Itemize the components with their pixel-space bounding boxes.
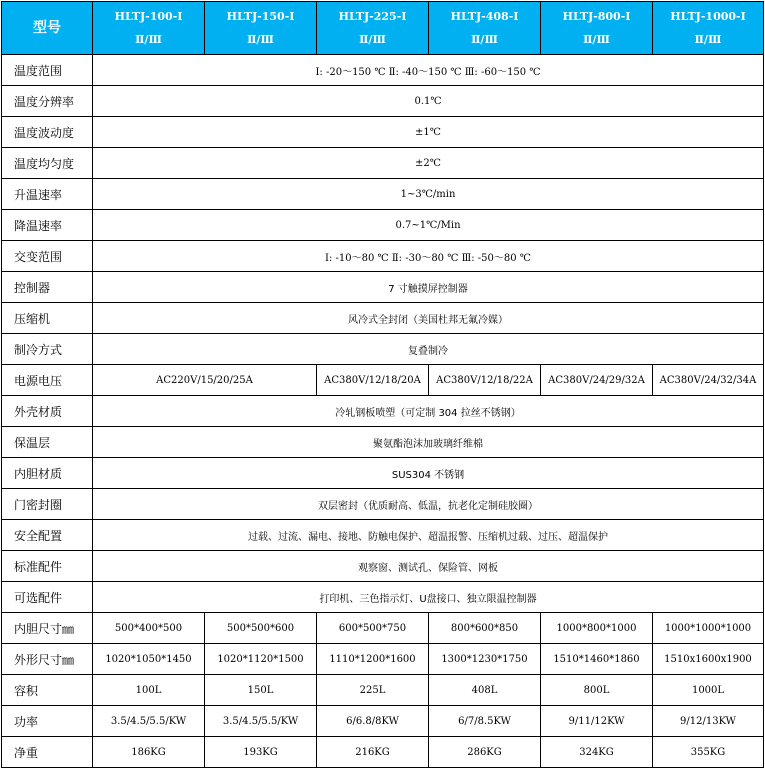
row-label: 控制器 [2, 272, 93, 303]
optional-parts-value: 打印机、三色指示灯、U盘接口、独立限温控制器 [93, 582, 764, 613]
table-row [2, 706, 764, 737]
row-label: 容积 [2, 675, 93, 706]
outer-size-value: 1020*1050*1450 [93, 644, 205, 675]
power-supply-value: AC380V/24/32/34A [653, 365, 764, 396]
row-label: 交变范围 [2, 241, 93, 272]
header-row [2, 2, 764, 55]
row-label: 降温速率 [2, 210, 93, 241]
net-weight-value: 216KG [317, 737, 429, 768]
power-value: 9/11/12KW [541, 706, 653, 737]
row-label: 压缩机 [2, 303, 93, 334]
inner-size-value: 1000*800*1000 [541, 613, 653, 644]
table-row [2, 86, 764, 117]
net-weight-value: 355KG [653, 737, 764, 768]
row-label: 内胆尺寸㎜ [2, 613, 93, 644]
heating-rate-value: 1~3℃/min [93, 179, 764, 210]
table-row [2, 520, 764, 551]
row-label: 可选配件 [2, 582, 93, 613]
inner-size-value: 800*600*850 [429, 613, 541, 644]
spec-table [1, 1, 764, 768]
inner-size-value: 1000*1000*1000 [653, 613, 764, 644]
inner-size-value: 500*400*500 [93, 613, 205, 644]
table-row [2, 396, 764, 427]
power-value: 3.5/4.5/5.5/KW [93, 706, 205, 737]
table-row [2, 210, 764, 241]
table-row [2, 427, 764, 458]
power-value: 6/7/8.5KW [429, 706, 541, 737]
net-weight-value: 324KG [541, 737, 653, 768]
model-header-cell: HLTJ-225-Ⅰ Ⅱ/Ⅲ [317, 2, 429, 55]
temp-uniformity-value: ±2℃ [93, 148, 764, 179]
power-supply-value: AC220V/15/20/25A [93, 365, 317, 396]
row-label: 制冷方式 [2, 334, 93, 365]
row-label: 电源电压 [2, 365, 93, 396]
row-label: 功率 [2, 706, 93, 737]
outer-size-value: 1510*1460*1860 [541, 644, 653, 675]
shell-material-value: 冷轧钢板喷塑（可定制 304 拉丝不锈钢） [93, 396, 764, 427]
row-label: 外形尺寸㎜ [2, 644, 93, 675]
net-weight-value: 186KG [93, 737, 205, 768]
table-row [2, 365, 764, 396]
model-header-cell: HLTJ-800-Ⅰ Ⅱ/Ⅲ [541, 2, 653, 55]
power-value: 9/12/13KW [653, 706, 764, 737]
table-row [2, 551, 764, 582]
table-row [2, 613, 764, 644]
row-label: 标准配件 [2, 551, 93, 582]
refrigeration-value: 复叠制冷 [93, 334, 764, 365]
standard-parts-value: 观察窗、测试孔、保险管、网板 [93, 551, 764, 582]
liner-material-value: SUS304 不锈钢 [93, 458, 764, 489]
inner-size-value: 500*500*600 [205, 613, 317, 644]
table-row [2, 179, 764, 210]
temp-range-value: Ⅰ: -20～150 ℃ Ⅱ: -40～150 ℃ Ⅲ: -60～150 ℃ [93, 55, 764, 86]
row-label: 安全配置 [2, 520, 93, 551]
row-label: 温度分辨率 [2, 86, 93, 117]
cooling-rate-value: 0.7~1℃/Min [93, 210, 764, 241]
net-weight-value: 286KG [429, 737, 541, 768]
table-row [2, 582, 764, 613]
model-header-label: 型号 [2, 2, 93, 55]
row-label: 升温速率 [2, 179, 93, 210]
power-value: 3.5/4.5/5.5/KW [205, 706, 317, 737]
outer-size-value: 1510x1600x1900 [653, 644, 764, 675]
table-row [2, 334, 764, 365]
row-label: 温度均匀度 [2, 148, 93, 179]
row-label: 净重 [2, 737, 93, 768]
table-row [2, 644, 764, 675]
volume-value: 150L [205, 675, 317, 706]
table-row [2, 117, 764, 148]
temp-resolution-value: 0.1℃ [93, 86, 764, 117]
model-header-cell: HLTJ-150-Ⅰ Ⅱ/Ⅲ [205, 2, 317, 55]
row-label: 保温层 [2, 427, 93, 458]
table-row [2, 272, 764, 303]
outer-size-value: 1020*1120*1500 [205, 644, 317, 675]
safety-value: 过载、过流、漏电、接地、防触电保护、超温报警、压缩机过载、过压、超温保护 [93, 520, 764, 551]
power-supply-value: AC380V/12/18/22A [429, 365, 541, 396]
row-label: 温度波动度 [2, 117, 93, 148]
compressor-value: 风冷式全封闭（美国杜邦无氟冷媒） [93, 303, 764, 334]
table-row [2, 303, 764, 334]
table-row [2, 241, 764, 272]
volume-value: 408L [429, 675, 541, 706]
controller-value: 7 寸触摸屏控制器 [93, 272, 764, 303]
inner-size-value: 600*500*750 [317, 613, 429, 644]
power-supply-value: AC380V/24/29/32A [541, 365, 653, 396]
volume-value: 1000L [653, 675, 764, 706]
model-header-cell: HLTJ-100-Ⅰ Ⅱ/Ⅲ [93, 2, 205, 55]
outer-size-value: 1300*1230*1750 [429, 644, 541, 675]
table-row [2, 675, 764, 706]
model-header-cell: HLTJ-1000-Ⅰ Ⅱ/Ⅲ [653, 2, 764, 55]
table-row [2, 489, 764, 520]
table-row [2, 55, 764, 86]
power-value: 6/6.8/8KW [317, 706, 429, 737]
insulation-value: 聚氨酯泡沫加玻璃纤维棉 [93, 427, 764, 458]
row-label: 内胆材质 [2, 458, 93, 489]
net-weight-value: 193KG [205, 737, 317, 768]
outer-size-value: 1110*1200*1600 [317, 644, 429, 675]
door-seal-value: 双层密封（优质耐高、低温，抗老化定制硅胶圈） [93, 489, 764, 520]
row-label: 外壳材质 [2, 396, 93, 427]
table-row [2, 148, 764, 179]
model-header-cell: HLTJ-408-Ⅰ Ⅱ/Ⅲ [429, 2, 541, 55]
alternating-range-value: Ⅰ: -10～80 ℃ Ⅱ: -30～80 ℃ Ⅲ: -50～80 ℃ [93, 241, 764, 272]
temp-fluctuation-value: ±1℃ [93, 117, 764, 148]
row-label: 门密封圈 [2, 489, 93, 520]
table-row [2, 737, 764, 768]
table-row [2, 458, 764, 489]
volume-value: 100L [93, 675, 205, 706]
row-label: 温度范围 [2, 55, 93, 86]
volume-value: 225L [317, 675, 429, 706]
power-supply-value: AC380V/12/18/20A [317, 365, 429, 396]
volume-value: 800L [541, 675, 653, 706]
